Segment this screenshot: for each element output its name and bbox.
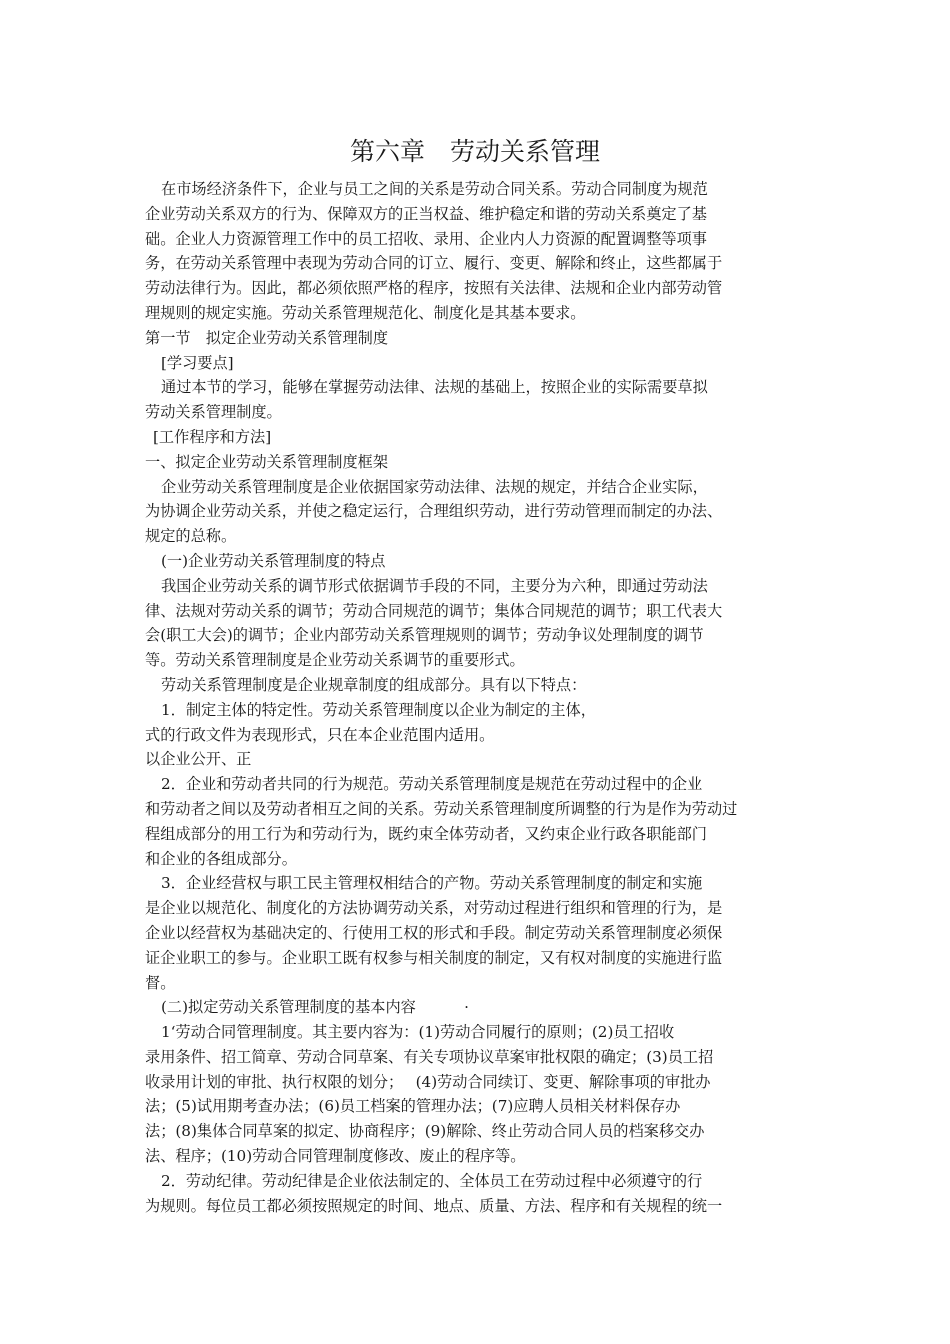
paragraph-line: 一、拟定企业劳动关系管理制度框架 xyxy=(145,452,388,471)
paragraph-line: 企业劳动关系管理制度是企业依据国家劳动法律、法规的规定，并结合企业实际， xyxy=(161,477,708,496)
paragraph-line: (一)企业劳动关系管理制度的特点 xyxy=(161,551,386,570)
paragraph-line: 理规则的规定实施。劳动关系管理规范化、制度化是其基本要求。 xyxy=(145,303,586,322)
document-body xyxy=(145,177,825,1218)
paragraph-line: 我国企业劳动关系的调节形式依据调节手段的不同，主要分为六种，即通过劳动法 xyxy=(161,576,708,595)
paragraph-line: 劳动法律行为。因此，都必须依照严格的程序，按照有关法律、法规和企业内部劳动管 xyxy=(145,279,723,298)
paragraph-line: 会(职工大会)的调节；企业内部劳动关系管理规则的调节；劳动争议处理制度的调节 xyxy=(145,626,704,645)
paragraph-line: 2．劳动纪律。劳动纪律是企业依法制定的、全体员工在劳动过程中必须遵守的行 xyxy=(161,1171,703,1190)
paragraph-line: 以企业公开、正 xyxy=(145,750,252,769)
paragraph-line: 法；(8)集体合同草案的拟定、协商程序；(9)解除、终止劳动合同人员的档案移交办 xyxy=(145,1122,705,1141)
paragraph-line: 程组成部分的用工行为和劳动行为，既约束全体劳动者，又约束企业行政各职能部门 xyxy=(145,824,707,843)
paragraph-line: 督。 xyxy=(145,973,176,992)
paragraph-line: 规定的总称。 xyxy=(145,527,237,546)
paragraph-line: 企业以经营权为基础决定的、行使用工权的形式和手段。制定劳动关系管理制度必须保 xyxy=(145,923,723,942)
paragraph-line: 劳动关系管理制度是企业规章制度的组成部分。具有以下特点： xyxy=(161,675,587,694)
chapter-title: 第六章 劳动关系管理 xyxy=(349,137,600,166)
paragraph-line: 法；(5)试用期考查办法；(6)员工档案的管理办法；(7)应聘人员相关材料保存办 xyxy=(145,1097,681,1116)
paragraph-line: 为规则。每位员工都必须按照规定的时间、地点、质量、方法、程序和有关规程的统一 xyxy=(145,1196,723,1215)
paragraph-line: (二)拟定劳动关系管理制度的基本内容 · xyxy=(161,998,469,1017)
paragraph-line: 在市场经济条件下，企业与员工之间的关系是劳动合同关系。劳动合同制度为规范 xyxy=(161,180,708,198)
paragraph-line: [工作程序和方法] xyxy=(153,427,272,446)
paragraph-line: 1‘劳动合同管理制度。其主要内容为：(1)劳动合同履行的原则；(2)员工招收 xyxy=(161,1023,675,1042)
paragraph-line: 证企业职工的参与。企业职工既有权参与相关制度的制定，又有权对制度的实施进行监 xyxy=(145,948,723,967)
paragraph-line: 务，在劳动关系管理中表现为劳动合同的订立、履行、变更、解除和终止，这些都属于 xyxy=(145,254,723,273)
paragraph-line: 和企业的各组成部分。 xyxy=(145,849,297,868)
paragraph-line: [学习要点] xyxy=(161,353,234,372)
paragraph-line: 式的行政文件为表现形式，只在本企业范围内适用。 xyxy=(145,725,495,744)
paragraph-line: 2．企业和劳动者共同的行为规范。劳动关系管理制度是规范在劳动过程中的企业 xyxy=(161,775,703,794)
paragraph-line: 础。企业人力资源管理工作中的员工招收、录用、企业内人力资源的配置调整等项事 xyxy=(145,229,707,248)
paragraph-line: 通过本节的学习，能够在掌握劳动法律、法规的基础上，按照企业的实际需要草拟 xyxy=(161,378,708,397)
paragraph-line: 为协调企业劳动关系，并使之稳定运行，合理组织劳动，进行劳动管理而制定的办法、 xyxy=(145,502,723,521)
paragraph-line: 录用条件、招工简章、劳动合同草案、有关专项协议草案审批权限的确定；(3)员工招 xyxy=(145,1047,714,1066)
paragraph-line: 法、程序；(10)劳动合同管理制度修改、废止的程序等。 xyxy=(145,1147,526,1166)
paragraph-line: 3．企业经营权与职工民主管理权相结合的产物。劳动关系管理制度的制定和实施 xyxy=(161,874,703,893)
paragraph-line: 律、法规对劳动关系的调节；劳动合同规范的调节；集体合同规范的调节；职工代表大 xyxy=(145,601,723,620)
paragraph-line: 是企业以规范化、制度化的方法协调劳动关系，对劳动过程进行组织和管理的行为，是 xyxy=(145,899,723,918)
paragraph-line: 1．制定主体的特定性。劳动关系管理制度以企业为制定的主体， xyxy=(161,700,596,719)
paragraph-line: 等。劳动关系管理制度是企业劳动关系调节的重要形式。 xyxy=(145,651,525,670)
paragraph-line: 收录用计划的审批、执行权限的划分； (4)劳动合同续订、变更、解除事项的审批办 xyxy=(145,1072,711,1091)
paragraph-line: 劳动关系管理制度。 xyxy=(145,403,282,422)
paragraph-line: 第一节 拟定企业劳动关系管理制度 xyxy=(145,328,388,347)
paragraph-line: 企业劳动关系双方的行为、保障双方的正当权益、维护稳定和谐的劳动关系奠定了基 xyxy=(145,204,707,223)
paragraph-line: 和劳动者之间以及劳动者相互之间的关系。劳动关系管理制度所调整的行为是作为劳动过 xyxy=(145,799,738,818)
